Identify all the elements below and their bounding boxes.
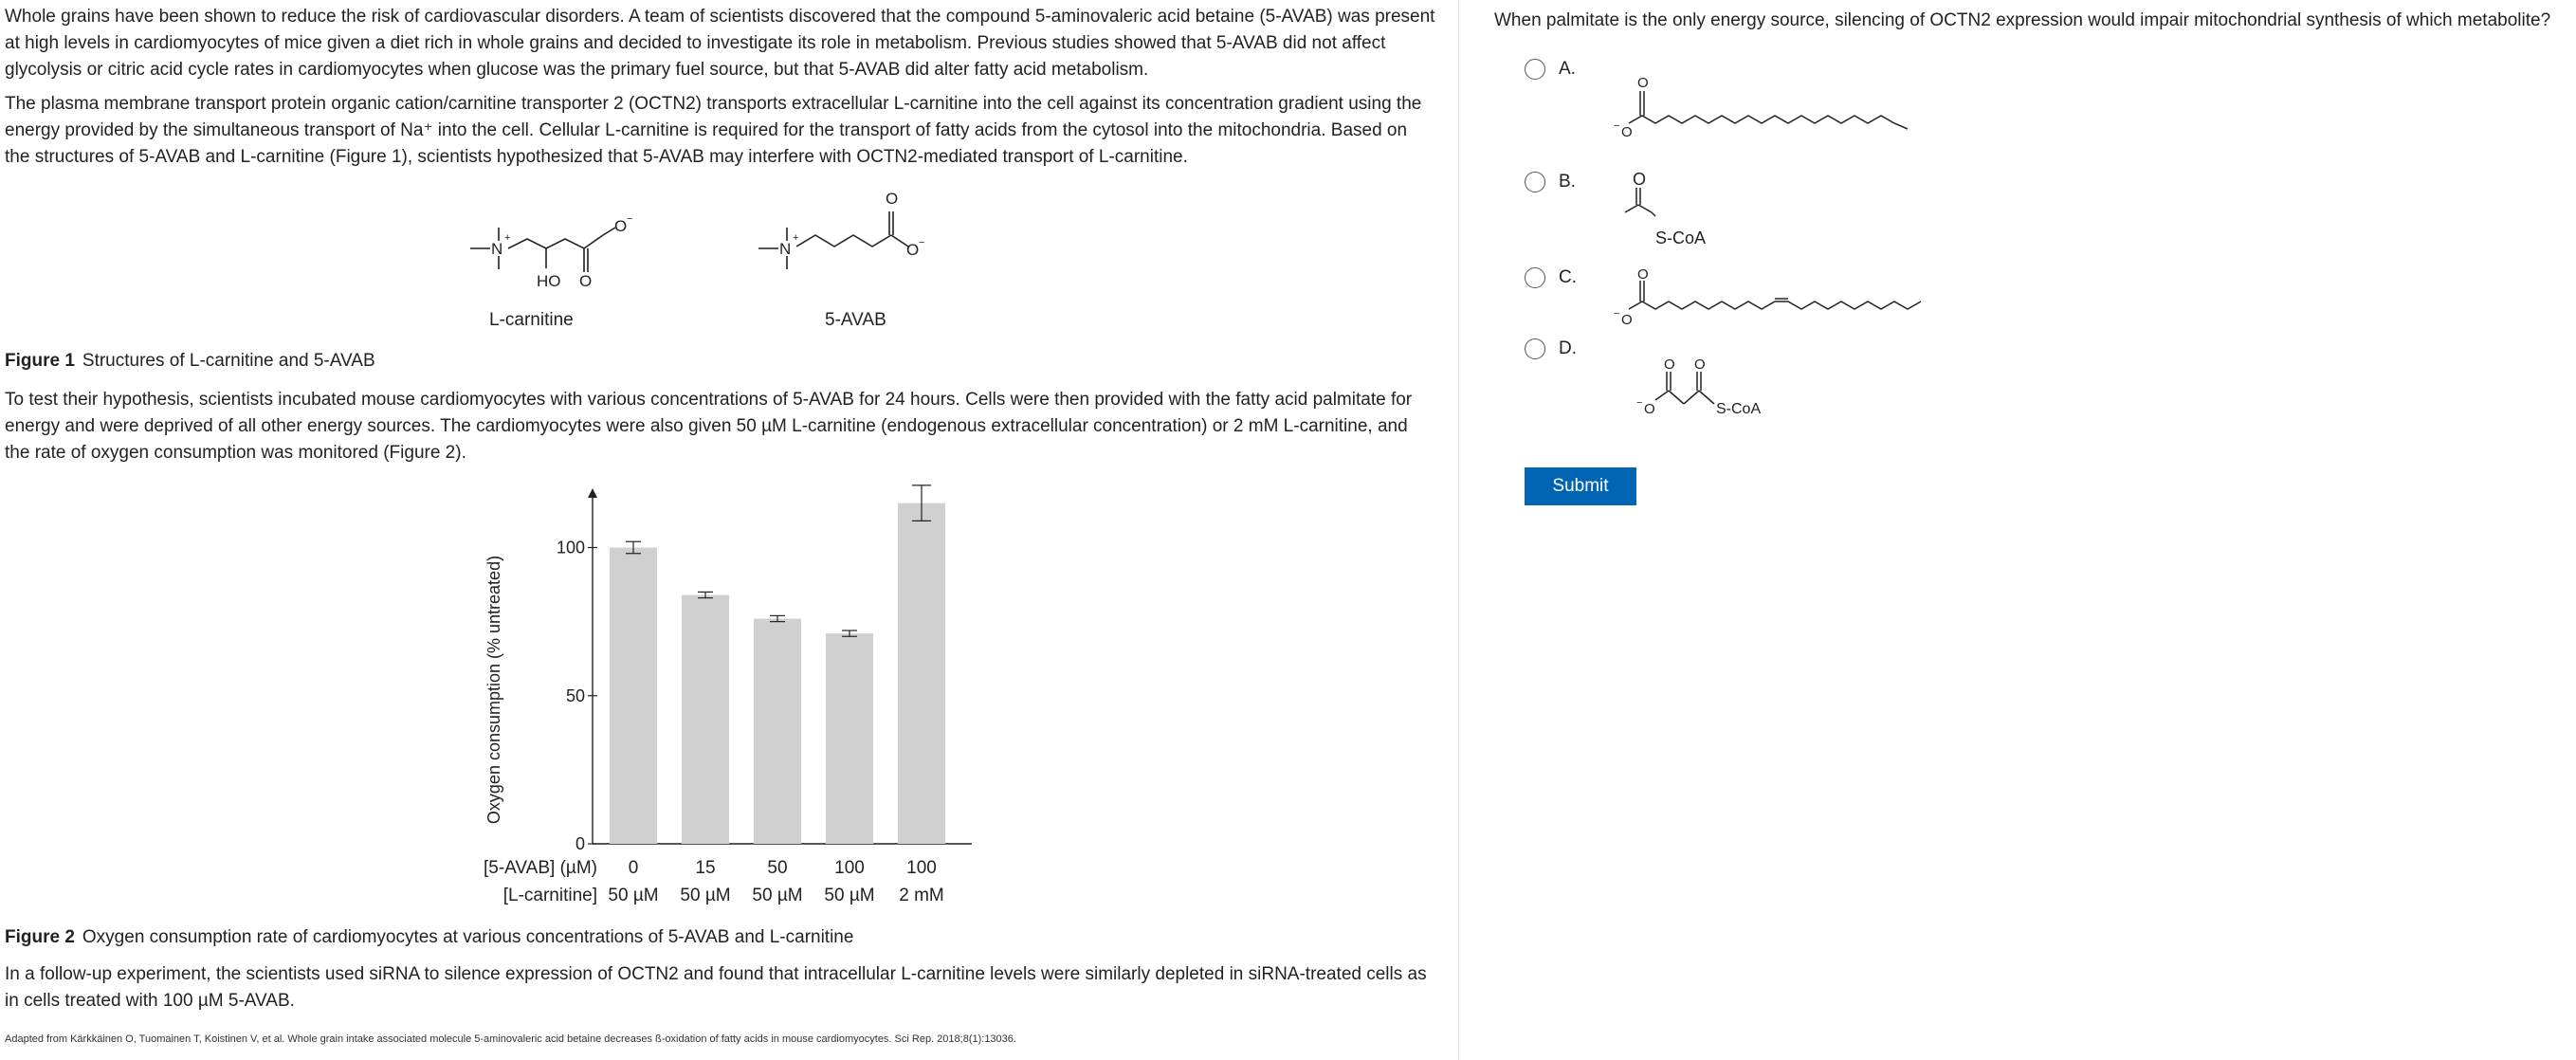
option-c-o-carbonyl: O <box>1637 266 1649 283</box>
row-label-avab: [5-AVAB] (µM) <box>483 858 597 878</box>
option-b-radio[interactable] <box>1525 172 1545 192</box>
avab-n-atom: N <box>779 240 792 258</box>
avab-label: 5-AVAB <box>825 310 886 330</box>
option-a[interactable] <box>1525 59 1576 80</box>
option-b[interactable] <box>1525 172 1576 192</box>
x-tick-label-avab: 100 <box>906 858 937 878</box>
x-tick-label-carnitine: 50 µM <box>824 886 875 905</box>
figure-2-caption-text: Oxygen consumption rate of cardiomyocytes at various concentrations of 5-AVAB and L-carnitine <box>82 927 854 947</box>
option-d-structure <box>1600 351 1809 427</box>
x-tick-label-carnitine: 50 µM <box>752 886 803 905</box>
bar <box>898 503 945 844</box>
lc-n-charge: + <box>504 232 511 244</box>
x-tick-label-avab: 0 <box>628 858 639 878</box>
y-tick-label: 50 <box>565 685 585 705</box>
option-d-charge: − <box>1636 397 1643 409</box>
passage-text-2: The plasma membrane transport protein organic cation/carnitine transporter 2 (OCTN2) transports extracellular L-carnitine into the cell against its concentration gradient using the energy provided by the simultaneous transport of Na⁺ into the cell. Cellular L-carnitine is required for the transport of fatty acids from the cytosol into the mitochondria. Based on the structures of 5-AVAB and L-carnitine (Figure 1), scientists hypothesized that 5-AVAB may interfere with OCTN2-mediated transport of L-carnitine. <box>5 94 1422 167</box>
option-d-o-1: O <box>1664 356 1675 373</box>
question-pane <box>1460 0 2576 1060</box>
y-axis-arrow <box>588 488 597 498</box>
passage-paragraph-4 <box>5 961 1436 1014</box>
option-c[interactable] <box>1525 267 1577 288</box>
option-b-o-carbonyl: O <box>1633 171 1647 189</box>
passage-text-4: In a follow-up experiment, the scientists used siRNA to silence expression of OCTN2 and found that intracellular L-carnitine levels were similarly depleted in siRNA-treated cells as in cells treated with 100 µM 5-AVAB. <box>5 964 1427 1011</box>
submit-button[interactable]: Submit <box>1525 467 1636 505</box>
y-axis-label: Oxygen consumption (% untreated) <box>484 555 503 825</box>
bar <box>682 595 729 845</box>
citation-footnote: Adapted from Kärkkäinen O, Tuomainen T, Koistinen V, et al. Whole grain intake associated molecule 5-aminovaleric acid betaine decreases ß-oxidation of fatty acids in mouse cardiomyocytes. Sci Rep. 2018;8(1):13036. <box>5 1033 1016 1045</box>
l-carnitine-label: L-carnitine <box>489 310 574 330</box>
option-a-o-minus: O <box>1621 124 1633 140</box>
passage-text-3: To test their hypothesis, scientists incubated mouse cardiomyocytes with various concentrations of 5-AVAB for 24 hours. Cells were then provided with the fatty acid palmitate for energy and were deprived of all other energy sources. The cardiomyocytes were also given 50 µM L-carnitine (endogenous extracellular concentration) or 2 mM L-carnitine, and the rate of oxygen consumption was monitored (Figure 2). <box>5 390 1413 463</box>
lc-ho: HO <box>537 272 561 290</box>
option-c-o-minus: O <box>1621 312 1633 328</box>
option-a-o-carbonyl: O <box>1637 75 1649 91</box>
passage-paragraph-3 <box>5 387 1436 466</box>
option-c-charge: − <box>1614 308 1620 320</box>
option-a-structure <box>1600 70 1913 142</box>
option-d-radio[interactable] <box>1525 338 1545 359</box>
lc-o-carbonyl: O <box>579 272 593 290</box>
oxygen-consumption-chart <box>446 479 996 915</box>
lc-n-atom: N <box>491 240 503 258</box>
structures-svg <box>446 180 1014 341</box>
option-b-scoa: S-CoA <box>1655 228 1707 247</box>
avab-n-charge: + <box>793 232 799 244</box>
bar <box>826 633 873 844</box>
y-tick-label: 100 <box>556 538 585 557</box>
option-c-structure <box>1600 265 1923 332</box>
option-d-letter: D. <box>1559 338 1577 358</box>
figure-1-caption <box>5 349 375 374</box>
y-tick-label: 0 <box>575 834 585 853</box>
option-d-scoa: S-CoA <box>1716 401 1762 417</box>
lc-o-minus: O <box>614 217 628 235</box>
x-tick-label-avab: 15 <box>695 858 716 878</box>
figure-2-label: Figure 2 <box>5 927 75 947</box>
x-tick-label-carnitine: 50 µM <box>680 886 731 905</box>
option-b-letter: B. <box>1559 172 1576 192</box>
row-label-carnitine: [L-carnitine] <box>502 886 597 905</box>
figure-1-caption-text: Structures of L-carnitine and 5-AVAB <box>82 351 375 371</box>
option-d-o-minus: O <box>1644 401 1655 417</box>
x-tick-label-avab: 50 <box>767 858 788 878</box>
avab-o-carbonyl: O <box>886 190 899 208</box>
question-text: When palmitate is the only energy source, silencing of OCTN2 expression would impair mitochondrial synthesis of which metabolite? <box>1494 10 2551 30</box>
option-d-o-2: O <box>1694 356 1706 373</box>
option-b-structure <box>1600 171 1752 256</box>
avab-o-minus: O <box>906 241 920 259</box>
figure-1-structures <box>446 180 1014 341</box>
passage-text-1: Whole grains have been shown to reduce the risk of cardiovascular disorders. A team of scientists discovered that the compound 5-aminovaleric acid betaine (5-AVAB) was present at high levels in cardiomyocytes of mice given a diet rich in whole grains and decided to investigate its role in metabolism. Previous studies showed that 5-AVAB did not affect glycolysis or citric acid cycle rates in cardiomyocytes when glucose was the primary fuel source, but that 5-AVAB did alter fatty acid metabolism. <box>5 7 1435 80</box>
figure-1-label: Figure 1 <box>5 351 75 371</box>
option-d[interactable] <box>1525 338 1577 359</box>
option-c-radio[interactable] <box>1525 267 1545 288</box>
bar <box>754 619 801 845</box>
lc-o-charge: − <box>627 213 633 225</box>
option-a-charge: − <box>1614 120 1620 132</box>
x-tick-label-carnitine: 50 µM <box>608 886 659 905</box>
figure-2-caption <box>5 925 853 950</box>
option-a-radio[interactable] <box>1525 59 1545 80</box>
option-c-letter: C. <box>1559 267 1577 287</box>
passage-paragraph-1 <box>5 4 1436 83</box>
avab-o-charge: − <box>919 237 925 248</box>
bar <box>610 548 657 845</box>
option-a-letter: A. <box>1559 59 1576 79</box>
passage-paragraph-2 <box>5 91 1436 171</box>
x-tick-label-avab: 100 <box>834 858 865 878</box>
figure-2-chart <box>446 479 996 915</box>
x-tick-label-carnitine: 2 mM <box>899 886 944 905</box>
